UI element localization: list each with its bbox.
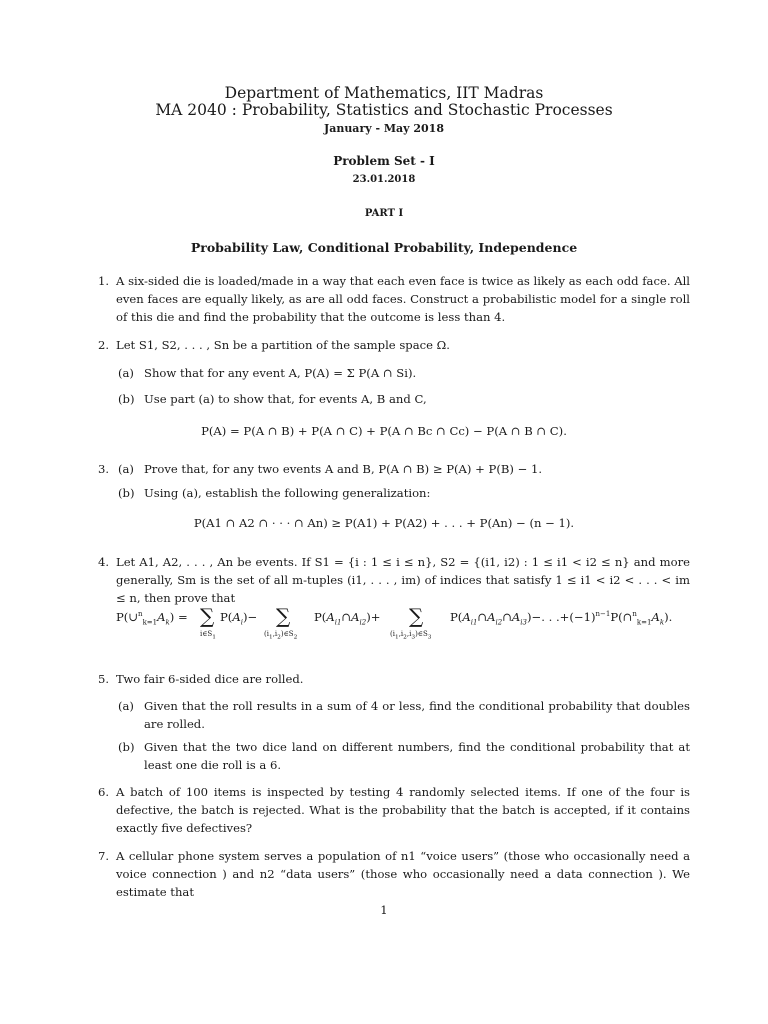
equation: P(A) = P(A ∩ B) + P(A ∩ C) + P(A ∩ Bc ∩ Cc) − P(A ∩ B ∩ C). [201,424,567,438]
section-title: Probability Law, Conditional Probability, Independence [190,240,578,255]
sum-limit: $(i_1,i_2,i_3)\in S_3$ [390,630,432,641]
equation-term: $P(\cup^n_{k=1}A_k)$ = [116,610,188,627]
sum-symbol: ∑ [276,604,291,628]
part-text: Using (a), establish the following generalization: [144,486,431,500]
part-label: (b) [118,486,135,500]
part-text: Show that for any event A, P(A) = Σ P(A ∩ Si). [144,366,417,380]
part-label: (b) [118,392,135,406]
problem-set-title: Problem Set - I [333,154,435,168]
problem-4 [100,553,690,607]
problem-2-part-a [118,364,690,382]
equation-term: $P(A_{i1}\cap A_{i2}\cap A_{i3})-$. . $.+(-1)^{n-1}P(\cap^n_{k=1}A_k)$. [450,610,673,627]
problem-2 [100,336,690,354]
problem-text: A six-sided die is loaded/made in a way that each even face is twice as likely as each odd face. All even faces are equally likely, as are all odd faces. Construct a probabilistic model for a single roll of this die and find the probability that the outcome is less than 4. [116,274,690,324]
department-title: Department of Mathematics, IIT Madras [224,84,544,102]
sum-limit: $i\in S_1$ [200,630,216,641]
sum-symbol: ∑ [200,604,215,628]
problem-number: 3. [98,462,110,476]
equation-term: $P(A_i)-$ [220,610,258,627]
problem-number: 1. [98,274,110,288]
part-text: Given that the two dice land on different numbers, find the conditional probability that at least one die roll is a 6. [144,740,690,772]
date: 23.01.2018 [352,174,416,185]
part-heading: PART I [364,208,404,219]
problem-text: A batch of 100 items is inspected by testing 4 randomly selected items. If one of the four is defective, the batch is rejected. What is the probability that the batch is accepted, if it contains exactly five defectives? [116,785,690,835]
page-number: 1 [380,903,388,917]
problem-3-part-b [118,484,690,502]
problem-number: 2. [98,338,110,352]
problem-6 [100,783,690,837]
part-label: (a) [118,699,134,713]
equation: P(A1 ∩ A2 ∩ · · · ∩ An) ≥ P(A1) + P(A2) + . . . + P(An) − (n − 1). [193,516,575,530]
problem-5-part-a [118,697,690,733]
term: January - May 2018 [323,122,444,135]
problem-number: 7. [98,849,110,863]
problem-5 [100,670,690,688]
problem-text: A cellular phone system serves a population of n1 “voice users” (those who occasionally need a voice connection ) and n2 “data users” (those who occasionally need a data connection ). We estimate that [116,849,690,899]
problem-number: 6. [98,785,110,799]
problem-2-part-b [118,390,690,408]
problem-text: Let S1, S2, . . . , Sn be a partition of the sample space Ω. [116,338,450,352]
part-text: Given that the roll results in a sum of 4 or less, find the conditional probability that doubles are rolled. [144,699,690,731]
problem-text: Let A1, A2, . . . , An be events. If S1 = {i : 1 ≤ i ≤ n}, S2 = {(i1, i2) : 1 ≤ i1 < i2 ≤ n} and more generally, Sm is the set of all m-tuples (i1, . . . , im) of indices that satisfy 1 ≤ i1 < i2 < . . . < im ≤ n, then prove that [116,555,690,605]
part-label: (a) [118,366,134,380]
problem-number: 5. [98,672,110,686]
problem-number: 4. [98,555,110,569]
sum-limit: $(i_1,i_2)\in S_2$ [264,630,298,641]
problem-3-part-a [118,460,690,478]
problem-1 [100,272,690,326]
part-label: (b) [118,740,135,754]
part-label: (a) [118,462,134,476]
problem-5-part-b [118,738,690,774]
sum-symbol: ∑ [409,604,424,628]
problem-7 [100,847,690,901]
course-title: MA 2040 : Probability, Statistics and Stochastic Processes [155,101,613,119]
equation-term: $P(A_{i1}\cap A_{i2})+$ [314,610,381,627]
part-text: Use part (a) to show that, for events A, B and C, [144,392,427,406]
problem-text: Two fair 6-sided dice are rolled. [116,672,304,686]
part-text: Prove that, for any two events A and B, P(A ∩ B) ≥ P(A) + P(B) − 1. [144,462,543,476]
